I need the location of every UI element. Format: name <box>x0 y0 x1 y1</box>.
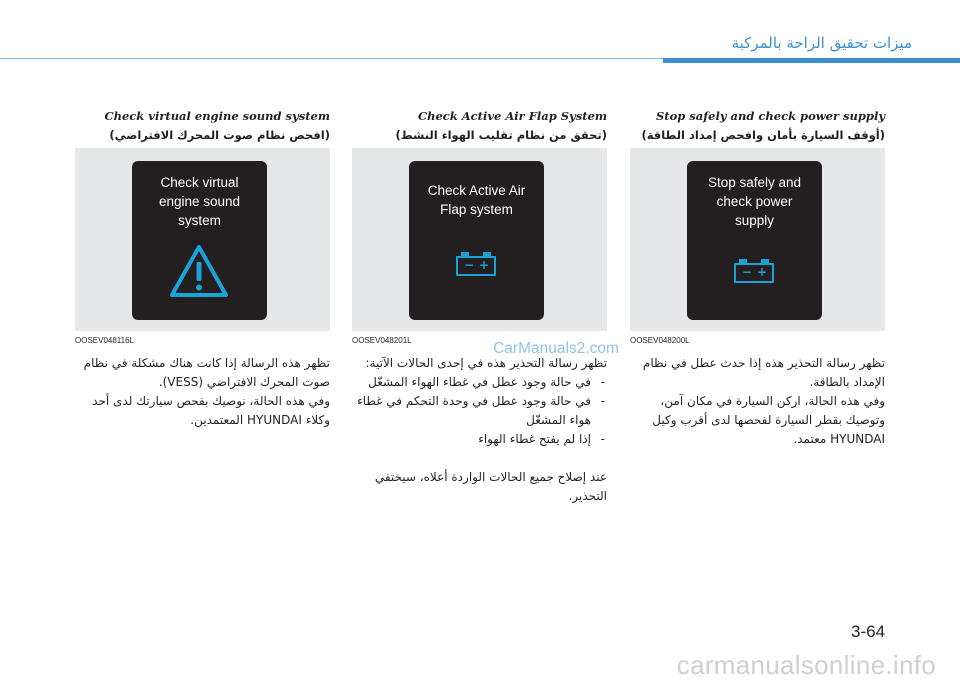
screen-line: check power <box>716 194 793 209</box>
condition-list <box>352 373 607 449</box>
image-code: OOSEV048200L <box>630 336 690 345</box>
footer-watermark: carmanualsonline.info <box>676 650 936 680</box>
section-body <box>630 354 885 449</box>
section-body <box>352 354 607 506</box>
page-number: 3-64 <box>851 622 886 641</box>
screen-line: system <box>178 213 221 228</box>
section-title-ar: (تحقق من نظام تقليب الهواء النشط) <box>395 128 607 142</box>
screen-line: Check virtual <box>160 175 239 190</box>
screen-message <box>692 173 817 230</box>
list-item: - إذا لم يفتح غطاء الهواء <box>352 430 607 449</box>
image-code: OOSEV048201L <box>352 336 412 345</box>
paragraph: وفي هذه الحالة، اركن السيارة في مكان آمن، وتوصيك بقطر السيارة لفحصها لدى أقرب وكيل HYUNDAI معتمد. <box>652 394 885 446</box>
section-title-en: Stop safely and check power supply <box>655 109 885 123</box>
cluster-illustration <box>75 148 330 331</box>
image-code: OOSEV048116L <box>75 336 135 345</box>
header-rule-accent <box>663 58 960 63</box>
section-title-en: Check Active Air Flap System <box>417 109 607 123</box>
screen-message <box>414 181 539 219</box>
screen-line: Stop safely and <box>707 175 802 190</box>
list-item: - في حالة وجود عطل في وحدة التحكم في غطاء هواء المشغّل <box>352 392 607 430</box>
screen-line: Flap system <box>440 202 513 217</box>
list-item: - في حالة وجود عطل في غطاء الهواء المشغّل <box>352 373 607 392</box>
intro-text: تظهر رسالة التحذير هذه في إحدى الحالات الآتية: <box>365 356 607 370</box>
paragraph: تظهر هذه الرسالة إذا كانت هناك مشكلة في نظام صوت المحرك الافتراضي (VESS). <box>83 356 330 389</box>
section-title-ar: (أوقف السيارة بأمان وافحص إمداد الطاقة) <box>641 128 885 142</box>
screen-line: Check Active Air <box>427 183 526 198</box>
paragraph: تظهر رسالة التحذير هذه إذا حدث عطل في نظام الإمداد بالطاقة. <box>642 356 885 389</box>
cluster-screen <box>687 161 822 320</box>
cluster-screen <box>132 161 267 320</box>
warning-triangle-icon <box>168 243 230 299</box>
section-stop-safely <box>630 108 885 449</box>
screen-line: engine sound <box>158 194 241 209</box>
section-title-ar: (افحص نظام صوت المحرك الافتراضي) <box>109 128 330 142</box>
section-body <box>75 354 330 430</box>
section-title: ميزات تحقيق الراحة بالمركبة <box>731 34 912 52</box>
section-virtual-engine-sound <box>75 108 330 430</box>
section-title-en: Check virtual engine sound system <box>104 109 330 123</box>
cluster-screen <box>409 161 544 320</box>
battery-icon: − + <box>734 258 774 284</box>
watermark: CarManuals2.com <box>493 340 619 357</box>
section-active-air-flap <box>352 108 607 506</box>
cluster-illustration <box>352 148 607 331</box>
screen-message <box>137 173 262 230</box>
screen-line: supply <box>734 213 775 228</box>
outro-text: عند إصلاح جميع الحالات الواردة أعلاه، سيختفي التحذير. <box>374 470 607 503</box>
cluster-illustration <box>630 148 885 331</box>
battery-icon: − + <box>456 251 496 277</box>
paragraph: وفي هذه الحالة، نوصيك بفحص سيارتك لدى أحد وكلاء HYUNDAI المعتمدين. <box>92 394 330 427</box>
